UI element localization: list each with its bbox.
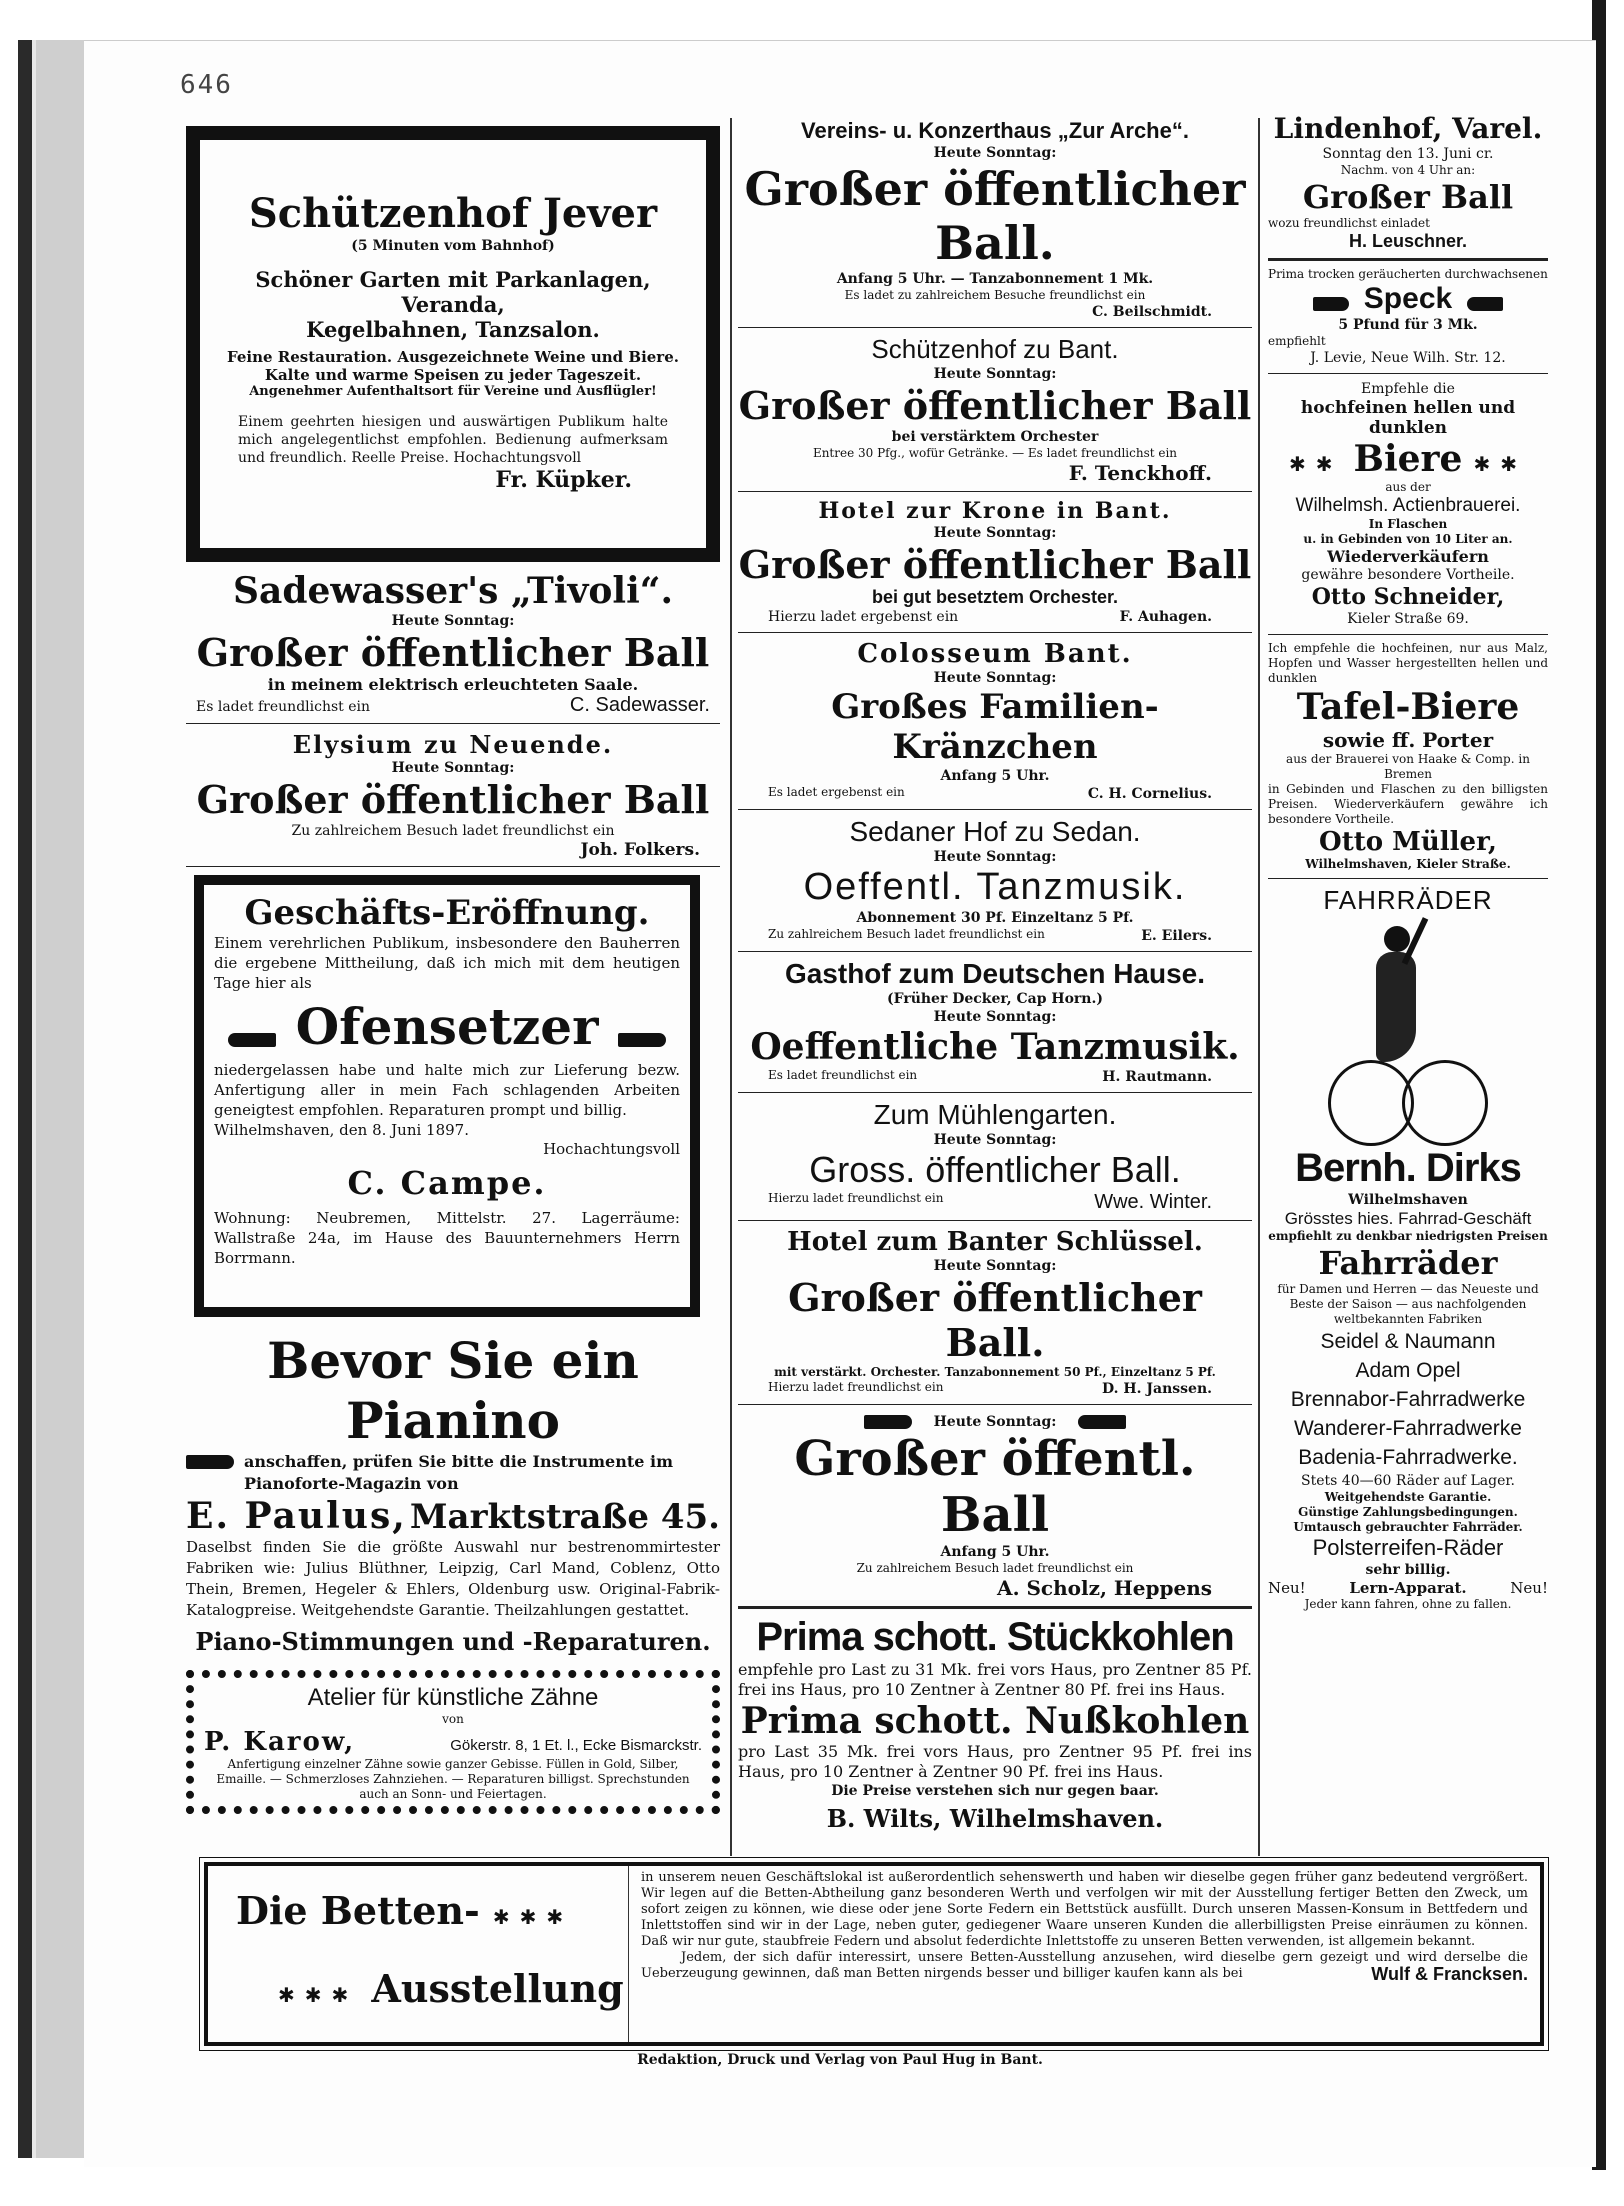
ad-invite: Zu zahlreichem Besuch ladet freundlichst ein <box>856 1561 1134 1575</box>
ad-barrels: u. in Gebinden von 10 Liter an. <box>1303 532 1513 546</box>
ad-title: Atelier für künstliche Zähne <box>307 1684 599 1711</box>
pointing-hand-icon <box>1078 1415 1126 1429</box>
ad-headline: Prima schott. Nußkohlen <box>740 1700 1250 1742</box>
ad-product: Biere <box>1353 438 1463 480</box>
ad-service: Piano-Stimmungen und -Reparaturen. <box>195 1627 711 1656</box>
divider <box>738 951 1252 952</box>
ad-former: (Früher Decker, Cap Horn.) <box>887 991 1103 1007</box>
ad-line: Kegelbahnen, Tanzsalon. <box>306 317 600 342</box>
divider <box>738 1404 1252 1405</box>
ad-tivoli <box>186 570 720 717</box>
ad-street: Kieler Straße 69. <box>1347 611 1469 627</box>
ad-event: Oeffentl. Tanzmusik. <box>803 866 1187 908</box>
ad-title: Zum Mühlengarten. <box>873 1099 1117 1130</box>
ad-title: Sedaner Hof zu Sedan. <box>849 816 1141 847</box>
ad-ball: Großer öffentlicher Ball <box>196 630 710 675</box>
ad-signature: C. Beilschmidt. <box>1092 304 1212 320</box>
ad-body: Einem geehrten hiesigen und auswärtigen Publikum halte mich angelegentlichst empfohlen. Bedienung aufmerksam und freundlich. Reelle Preise. Hochachtungsvoll <box>238 414 668 466</box>
ad-day: Heute Sonntag: <box>933 1009 1057 1025</box>
ad-line: Feine Restauration. Ausgezeichnete Weine und Biere. <box>227 348 679 366</box>
ad-day: Heute Sonntag: <box>933 366 1057 382</box>
ad-title: Sadewasser's „Tivoli“. <box>233 570 673 612</box>
ad-signature: J. Levie, Neue Wilh. Str. 12. <box>1310 350 1506 366</box>
imprint-footer: Redaktion, Druck und Verlag von Paul Hug in Bant. <box>637 2052 1043 2068</box>
ad-ball: Großer öffentlicher Ball <box>738 542 1252 587</box>
brand-item: Wanderer-Fahrradwerke <box>1294 1417 1522 1440</box>
ad-muehlengarten <box>738 1099 1252 1214</box>
ad-brewery: Wilhelmsh. Actienbrauerei. <box>1295 495 1521 516</box>
ad-signature: H. Leuschner. <box>1348 231 1468 251</box>
ad-recommend: empfiehlt <box>1268 334 1326 348</box>
ad-recommend: empfiehlt zu denkbar niedrigsten Preisen <box>1268 1229 1548 1243</box>
ad-body: niedergelassen habe und halte mich zur Lieferung bezw. Anfertigung aller in mein Fach schlagenden Arbeiten geneigtest empfohlen. Reparaturen prompt und billig. <box>214 1061 680 1119</box>
pointing-hand-icon <box>186 1455 234 1469</box>
cyclist-illustration-icon <box>1318 916 1498 1146</box>
ad-firm: E. Paulus, <box>186 1495 407 1537</box>
ad-body: pro Last 35 Mk. frei vors Haus, pro Zentner 95 Pf. frei ins Haus, pro 10 Zentner à Zentner 90 Pf. frei ins Haus. <box>738 1742 1252 1781</box>
ad-address: Gökerstr. 8, 1 Et. l., Ecke Bismarckstr. <box>450 1737 702 1754</box>
ad-info: Abonnement 30 Pf. Einzeltanz 5 Pf. <box>856 910 1134 926</box>
ad-body: Jedem, der sich dafür interessirt, unsere Betten-Ausstellung anzusehen, wird dieselbe gern gezeigt und wird derselbe die Ueberzeugung gewinnen, daß man Betten nirgends besser und billiger kaufen kann als bei <box>641 1950 1528 1981</box>
ad-body: Anfertigung einzelner Zähne sowie ganzer Gebisse. Füllen in Gold, Silber, Emaille. — Schmerzloses Zahnziehen. — Reparaturen billigst. Sprechstunden auch an Sonn- und Feiertagen. <box>216 1757 690 1801</box>
ad-title: Gasthof zum Deutschen Hause. <box>784 958 1206 989</box>
divider <box>738 491 1252 492</box>
ad-sedaner-hof <box>738 816 1252 945</box>
ad-title: Hotel zum Banter Schlüssel. <box>787 1227 1203 1257</box>
ad-line: Kalte und warme Speisen zu jeder Tageszeit. <box>264 366 642 384</box>
ad-ball: Großer öffentlicher Ball. <box>788 1275 1202 1365</box>
ad-signature: Otto Schneider, <box>1311 584 1505 610</box>
ad-headline: Prima schott. Stückkohlen <box>756 1615 1234 1659</box>
ad-invite: Es ladet zu zahlreichem Besuche freundlichst ein <box>844 288 1146 302</box>
ad-signature: C. H. Cornelius. <box>1087 786 1212 802</box>
ad-line: bei gut besetztem Orchester. <box>871 587 1119 607</box>
ad-title: Die Betten- <box>236 1888 480 1933</box>
divider <box>738 327 1252 328</box>
ad-lindenhof <box>1268 112 1548 252</box>
ad-title: Schützenhof zu Bant. <box>871 334 1119 364</box>
ad-day: Heute Sonntag: <box>933 1414 1057 1430</box>
ad-schneider <box>1268 380 1548 628</box>
brand-item: Seidel & Naumann <box>1320 1330 1496 1353</box>
ad-title: Schützenhof Jever <box>248 190 658 237</box>
ad-banner: FAHRRÄDER <box>1323 885 1493 915</box>
ad-scholz <box>738 1411 1252 1600</box>
ad-product: Fahrräder <box>1318 1244 1498 1282</box>
ad-line: für Damen und Herren — das Neueste und Beste der Saison — aus nachfolgenden weltbekannten Fabriken <box>1277 1282 1539 1326</box>
ad-signature: C. Sadewasser. <box>569 694 710 716</box>
ad-title: Vereins- u. Konzerthaus „Zur Arche“. <box>801 118 1189 143</box>
ad-paulus <box>186 1331 720 1656</box>
brand-item: Badenia-Fahrradwerke. <box>1298 1446 1518 1469</box>
ad-line: Empfehle die <box>1361 381 1455 397</box>
ad-ball: Großer öffentlicher Ball <box>196 777 710 822</box>
ad-stock: Stets 40—60 Räder auf Lager. <box>1301 1473 1515 1489</box>
ad-cheap: sehr billig. <box>1365 1562 1451 1578</box>
binding-edge <box>18 40 84 2158</box>
ad-line: Angenehmer Aufenthaltsort für Vereine und Ausflügler! <box>249 384 657 399</box>
ad-invite: Es ladet ergebenst ein <box>768 785 905 799</box>
ad-day: Heute Sonntag: <box>933 670 1057 686</box>
ad-signature: F. Tenckhoff. <box>1068 461 1212 485</box>
ad-karow <box>186 1670 720 1814</box>
ad-signature: C. Campe. <box>347 1164 547 1202</box>
ad-trade: Ofensetzer <box>295 997 599 1056</box>
ad-body: Daselbst finden Sie die größte Auswahl nur bestrenommirtester Fabriken wie: Julius Blüthner, Leipzig, Carl Mand, Coblenz, Otto Thein, Bremen, Hegeler & Ehlers, Oldenburg usw. Original-Fabrik-Katalogpreise. Weitgehendste Garantie. Theilzahlungen gestattet. <box>186 1538 720 1619</box>
ad-signature: H. Rautmann. <box>1102 1069 1212 1085</box>
ad-product: Tafel-Biere <box>1296 686 1520 728</box>
ad-invite: Hierzu ladet freundlichst ein <box>768 1191 944 1205</box>
ad-elysium <box>186 730 720 860</box>
ad-signature: Joh. Folkers. <box>580 840 700 860</box>
ad-day: Heute Sonntag: <box>933 1132 1057 1148</box>
ad-invite: Hierzu ladet freundlichst ein <box>768 1380 944 1394</box>
pointing-hand-icon <box>1467 297 1503 311</box>
ad-invite: wozu freundlichst einladet <box>1268 216 1430 230</box>
ad-resellers: Wiederverkäufern <box>1327 547 1489 566</box>
divider <box>738 809 1252 810</box>
ad-invite: Es ladet freundlichst ein <box>196 699 371 715</box>
ad-title: Elysium zu Neuende. <box>292 730 614 759</box>
ad-regards: Hochachtungsvoll <box>543 1140 680 1158</box>
ad-signature: Wwe. Winter. <box>1094 1191 1212 1213</box>
divider <box>738 1606 1252 1609</box>
ad-von: von <box>442 1712 464 1726</box>
ad-title: Ausstellung <box>371 1966 624 2011</box>
ad-wilts <box>738 1615 1252 1833</box>
divider <box>1268 258 1548 261</box>
ad-advantage: gewähre besondere Vortheile. <box>1301 567 1515 583</box>
divider <box>186 723 720 724</box>
ad-signature: F. Auhagen. <box>1119 609 1212 625</box>
ad-hotel-krone <box>738 498 1252 626</box>
ad-invite: Es ladet freundlichst ein <box>768 1068 918 1082</box>
ad-learn: Lern-Apparat. <box>1349 1579 1467 1597</box>
pointing-hand-icon <box>1313 297 1349 311</box>
ad-info: Anfang 5 Uhr. — Tanzabonnement 1 Mk. <box>836 271 1154 287</box>
ad-title: Geschäfts-Eröffnung. <box>244 893 650 933</box>
ad-ball: Großes Familien-Kränzchen <box>831 687 1159 767</box>
ad-ball: Großer öffentl. Ball <box>794 1431 1196 1543</box>
ad-subtitle: (5 Minuten vom Bahnhof) <box>351 238 555 254</box>
ad-from: aus der Brauerei von Haake & Comp. in Bremen <box>1286 752 1530 781</box>
ad-place-date: Wilhelmshaven, den 8. Juni 1897. <box>214 1121 469 1139</box>
ad-address: Wohnung: Neubremen, Mittelstr. 27. Lagerräume: Wallstraße 24a, im Hause des Bauunternehmers Herrn Borrmann. <box>214 1209 680 1267</box>
ad-date: Sonntag den 13. Juni cr. <box>1322 146 1494 162</box>
divider <box>1268 373 1548 374</box>
divider <box>1268 878 1548 879</box>
ad-signature: Otto Müller, <box>1319 827 1497 857</box>
ad-body: in Gebinden und Flaschen zu den billigsten Preisen. Wiederverkäufern gewähre ich besondere Vortheile. <box>1268 782 1548 826</box>
ad-name: P. Karow, <box>204 1727 356 1757</box>
ad-body: empfehle pro Last zu 31 Mk. frei vors Haus, pro Zentner 85 Pf. frei ins Haus, pro 10 Zentner à Zentner 80 Pf. frei ins Haus. <box>738 1660 1252 1699</box>
ad-invite: Zu zahlreichem Besuch ladet freundlichst ein <box>291 823 615 839</box>
page-number: 646 <box>180 70 233 100</box>
divider <box>738 1092 1252 1093</box>
ad-signature: D. H. Janssen. <box>1102 1381 1212 1397</box>
ad-bottles: In Flaschen <box>1368 517 1448 531</box>
ad-day: Heute Sonntag: <box>391 613 515 629</box>
pointing-hand-icon <box>618 1033 666 1047</box>
ad-intro: Ich empfehle die hochfeinen, nur aus Malz, Hopfen und Wasser hergestellten hellen und dunklen <box>1268 641 1548 685</box>
ad-address: Wilhelmshaven, Kieler Straße. <box>1305 857 1511 871</box>
ad-line: in meinem elektrisch erleuchteten Saale. <box>267 675 639 694</box>
ad-schuetzenhof-jever <box>186 126 720 562</box>
ad-line: anschaffen, prüfen Sie bitte die Instrumente im Pianoforte-Magazin von <box>244 1452 674 1493</box>
middle-column <box>730 118 1260 1856</box>
ad-intro: Einem verehrlichen Publikum, insbesondere den Bauherren die ergebene Mittheilung, daß ich mich mit dem heutigen Tage hier als <box>214 934 680 992</box>
ad-info: Entree 30 Pfg., wofür Getränke. — Es ladet freundlichst ein <box>812 446 1178 460</box>
ad-signature: Fr. Küpker. <box>495 467 632 493</box>
stars-ornament-icon: ✱✱ <box>1288 452 1343 476</box>
ad-campe <box>194 875 700 1317</box>
ad-title: Colosseum Bant. <box>857 639 1133 669</box>
right-column <box>1268 112 1548 1612</box>
ad-line: hochfeinen hellen und dunklen <box>1300 398 1516 438</box>
ad-tires: Polsterreifen-Räder <box>1312 1535 1504 1560</box>
ad-deutsches-haus <box>738 958 1252 1086</box>
ad-exchange: Umtausch gebrauchter Fahrräder. <box>1293 1520 1523 1534</box>
ad-name: Bernh. Dirks <box>1295 1146 1521 1190</box>
ad-ball: Großer öffentlicher Ball. <box>744 162 1246 270</box>
ad-new: Neu! <box>1268 1579 1306 1597</box>
brand-item: Adam Opel <box>1355 1359 1461 1382</box>
ad-headline: Bevor Sie ein Pianino <box>267 1331 639 1450</box>
pointing-hand-icon <box>228 1033 276 1047</box>
ad-day: Heute Sonntag: <box>933 145 1057 161</box>
ad-product: Speck <box>1363 282 1453 315</box>
divider <box>738 632 1252 633</box>
divider <box>738 1220 1252 1221</box>
ad-invite: Hierzu ladet ergebenst ein <box>768 609 959 625</box>
ad-signature: E. Eilers. <box>1141 928 1212 944</box>
ad-invite: Zu zahlreichem Besuch ladet freundlichst ein <box>768 927 1045 941</box>
ad-info: Anfang 5 Uhr. <box>940 768 1050 784</box>
ad-title: Lindenhof, Varel. <box>1273 112 1543 145</box>
brand-item: Brennabor-Fahrradwerke <box>1290 1388 1526 1411</box>
ad-betten-ausstellung <box>204 1862 1544 2046</box>
ad-ball: Großer öffentlicher Ball <box>738 383 1252 428</box>
ad-line: bei verstärktem Orchester <box>891 429 1099 445</box>
ad-event: Oeffentliche Tanzmusik. <box>750 1026 1240 1068</box>
ad-banter-schluessel <box>738 1227 1252 1398</box>
pointing-hand-icon <box>864 1415 912 1429</box>
stars-ornament-icon: ✱✱ <box>1473 452 1528 476</box>
ad-speck <box>1268 267 1548 367</box>
ad-slogan: Grösstes hies. Fahrrad-Geschäft <box>1284 1209 1532 1228</box>
ad-day: Heute Sonntag: <box>933 525 1057 541</box>
ad-street: Marktstraße 45. <box>409 1497 720 1537</box>
ad-tagline: Jeder kann fahren, ohne zu fallen. <box>1304 1597 1512 1611</box>
ad-note: Die Preise verstehen sich nur gegen baar. <box>831 1783 1159 1799</box>
ad-zur-arche <box>738 118 1252 321</box>
stars-ornament-icon: ✱✱✱ <box>278 1983 359 2007</box>
ad-mueller <box>1268 641 1548 872</box>
ad-signature: Wulf & Francksen. <box>1371 1964 1528 1984</box>
stars-ornament-icon: ✱✱✱ <box>492 1905 574 1929</box>
ad-ball: Großer Ball <box>1302 178 1514 216</box>
divider <box>186 866 720 867</box>
ad-time: Nachm. von 4 Uhr an: <box>1340 163 1476 177</box>
ad-schuetzenhof-bant <box>738 334 1252 485</box>
ad-signature: B. Wilts, Wilhelmshaven. <box>826 1804 1164 1833</box>
ad-day: Heute Sonntag: <box>933 849 1057 865</box>
ad-terms: Günstige Zahlungsbedingungen. <box>1298 1505 1518 1519</box>
ad-ball: Gross. öffentlicher Ball. <box>809 1149 1181 1190</box>
ad-title: Hotel zur Krone in Bant. <box>818 498 1172 524</box>
ad-day: Heute Sonntag: <box>933 1258 1057 1274</box>
ad-porter: sowie ff. Porter <box>1322 728 1494 752</box>
divider <box>1268 634 1548 635</box>
ad-city: Wilhelmshaven <box>1348 1192 1468 1208</box>
ad-info: Anfang 5 Uhr. <box>940 1544 1050 1560</box>
ad-body: in unserem neuen Geschäftslokal ist außerordentlich sehenswerth und haben wir dieselbe gegen früher ganz bedeutend vergrößert. Wir legen auf die Betten-Abtheilung ganz besonderen Werth und verfolgen wir mit der Ausstellung fertiger Betten den Zweck, um sofort zeigen zu können, wie diese oder jene Sorte Federn ein Bettstück ausfüllt. Durch unseren Massen-Konsum in Bettfedern und Inlettstoffen sind wir in der Lage, neben guter, gediegener Waare unseren Kunden die allerbilligsten Preise einräumen zu können. Daß wir nur gute, staubfreie Federn und absolut federdichte Inlettstoffe zu unseren Betten verwenden, ist allgemein bekannt. <box>641 1870 1528 1949</box>
ad-line: Prima trocken geräucherten durchwachsenen <box>1268 267 1548 281</box>
ad-dirks <box>1268 885 1548 1612</box>
left-column <box>186 126 720 1814</box>
ad-info: mit verstärkt. Orchester. Tanzabonnement 50 Pf., Einzeltanz 5 Pf. <box>774 1365 1216 1379</box>
ad-line: Schöner Garten mit Parkanlagen, Veranda, <box>255 267 651 317</box>
ad-guarantee: Weitgehendste Garantie. <box>1324 1490 1492 1504</box>
ad-price: 5 Pfund für 3 Mk. <box>1338 317 1478 333</box>
ad-signature: A. Scholz, Heppens <box>997 1576 1212 1600</box>
ad-new: Neu! <box>1510 1579 1548 1597</box>
ad-colosseum <box>738 639 1252 803</box>
ad-from: aus der <box>1385 480 1431 494</box>
ad-day: Heute Sonntag: <box>391 760 515 776</box>
